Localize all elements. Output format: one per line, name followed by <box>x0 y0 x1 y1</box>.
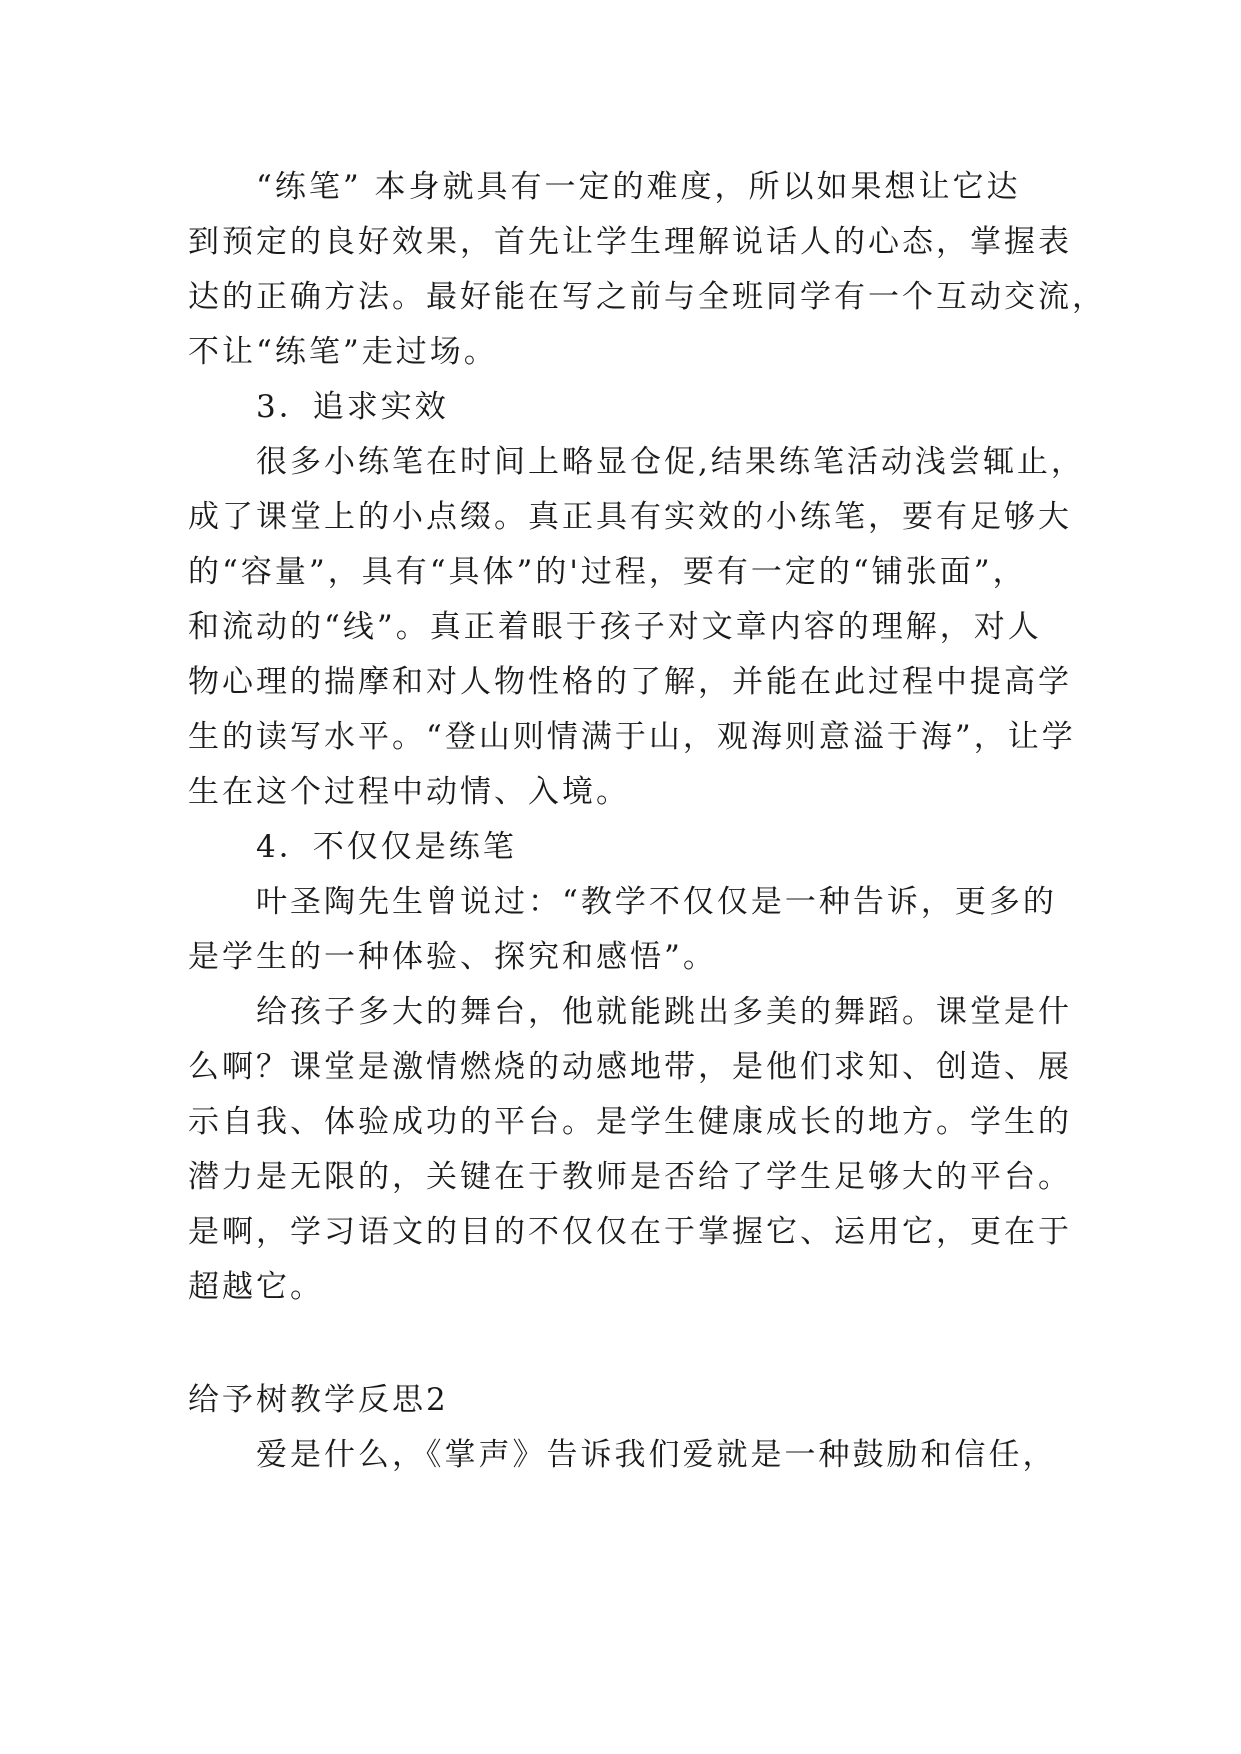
paragraph-line: 到预定的良好效果，首先让学生理解说话人的心态，掌握表 <box>188 224 1072 260</box>
section-heading: 3．追求实效 <box>256 389 449 425</box>
paragraph-line: 是学生的一种体验、探究和感悟”。 <box>188 939 717 975</box>
paragraph-line: 潜力是无限的，关键在于教师是否给了学生足够大的平台。 <box>188 1159 1072 1195</box>
paragraph-line: 物心理的揣摩和对人物性格的了解，并能在此过程中提高学 <box>188 664 1072 700</box>
paragraph-line: 达的正确方法。最好能在写之前与全班同学有一个互动交流， <box>188 279 1106 315</box>
paragraph-line: 成了课堂上的小点缀。真正具有实效的小练笔，要有足够大 <box>188 499 1072 535</box>
paragraph-line: 生的读写水平。“登山则情满于山，观海则意溢于海”，让学 <box>188 719 1076 755</box>
paragraph-line: 叶圣陶先生曾说过：“教学不仅仅是一种告诉，更多的 <box>256 884 1057 920</box>
paragraph-line: 爱是什么，《掌声》告诉我们爱就是一种鼓励和信任， <box>256 1437 1057 1473</box>
document-heading: 给予树教学反思2 <box>188 1382 449 1418</box>
paragraph-line: 的“容量”，具有“具体”的'过程，要有一定的“铺张面”， <box>188 554 1027 590</box>
paragraph-line: 示自我、体验成功的平台。是学生健康成长的地方。学生的 <box>188 1104 1072 1140</box>
paragraph-line: 不让“练笔”走过场。 <box>188 334 498 370</box>
section-heading: 4．不仅仅是练笔 <box>256 829 517 865</box>
paragraph-line: 么啊？课堂是激情燃烧的动感地带，是他们求知、创造、展 <box>188 1049 1072 1085</box>
section-gap <box>188 1315 1088 1373</box>
paragraph-line: 生在这个过程中动情、入境。 <box>188 774 630 810</box>
paragraph-line: 给孩子多大的舞台，他就能跳出多美的舞蹈。课堂是什 <box>256 994 1072 1030</box>
document-body <box>188 160 1106 1483</box>
paragraph-line: 很多小练笔在时间上略显仓促,结果练笔活动浅尝辄止， <box>256 444 1085 480</box>
paragraph-line: “练笔” 本身就具有一定的难度，所以如果想让它达 <box>256 169 1021 205</box>
paragraph-line: 和流动的“线”。真正着眼于孩子对文章内容的理解，对人 <box>188 609 1042 645</box>
paragraph-line: 是啊，学习语文的目的不仅仅在于掌握它、运用它，更在于 <box>188 1214 1072 1250</box>
paragraph-line: 超越它。 <box>188 1269 324 1305</box>
